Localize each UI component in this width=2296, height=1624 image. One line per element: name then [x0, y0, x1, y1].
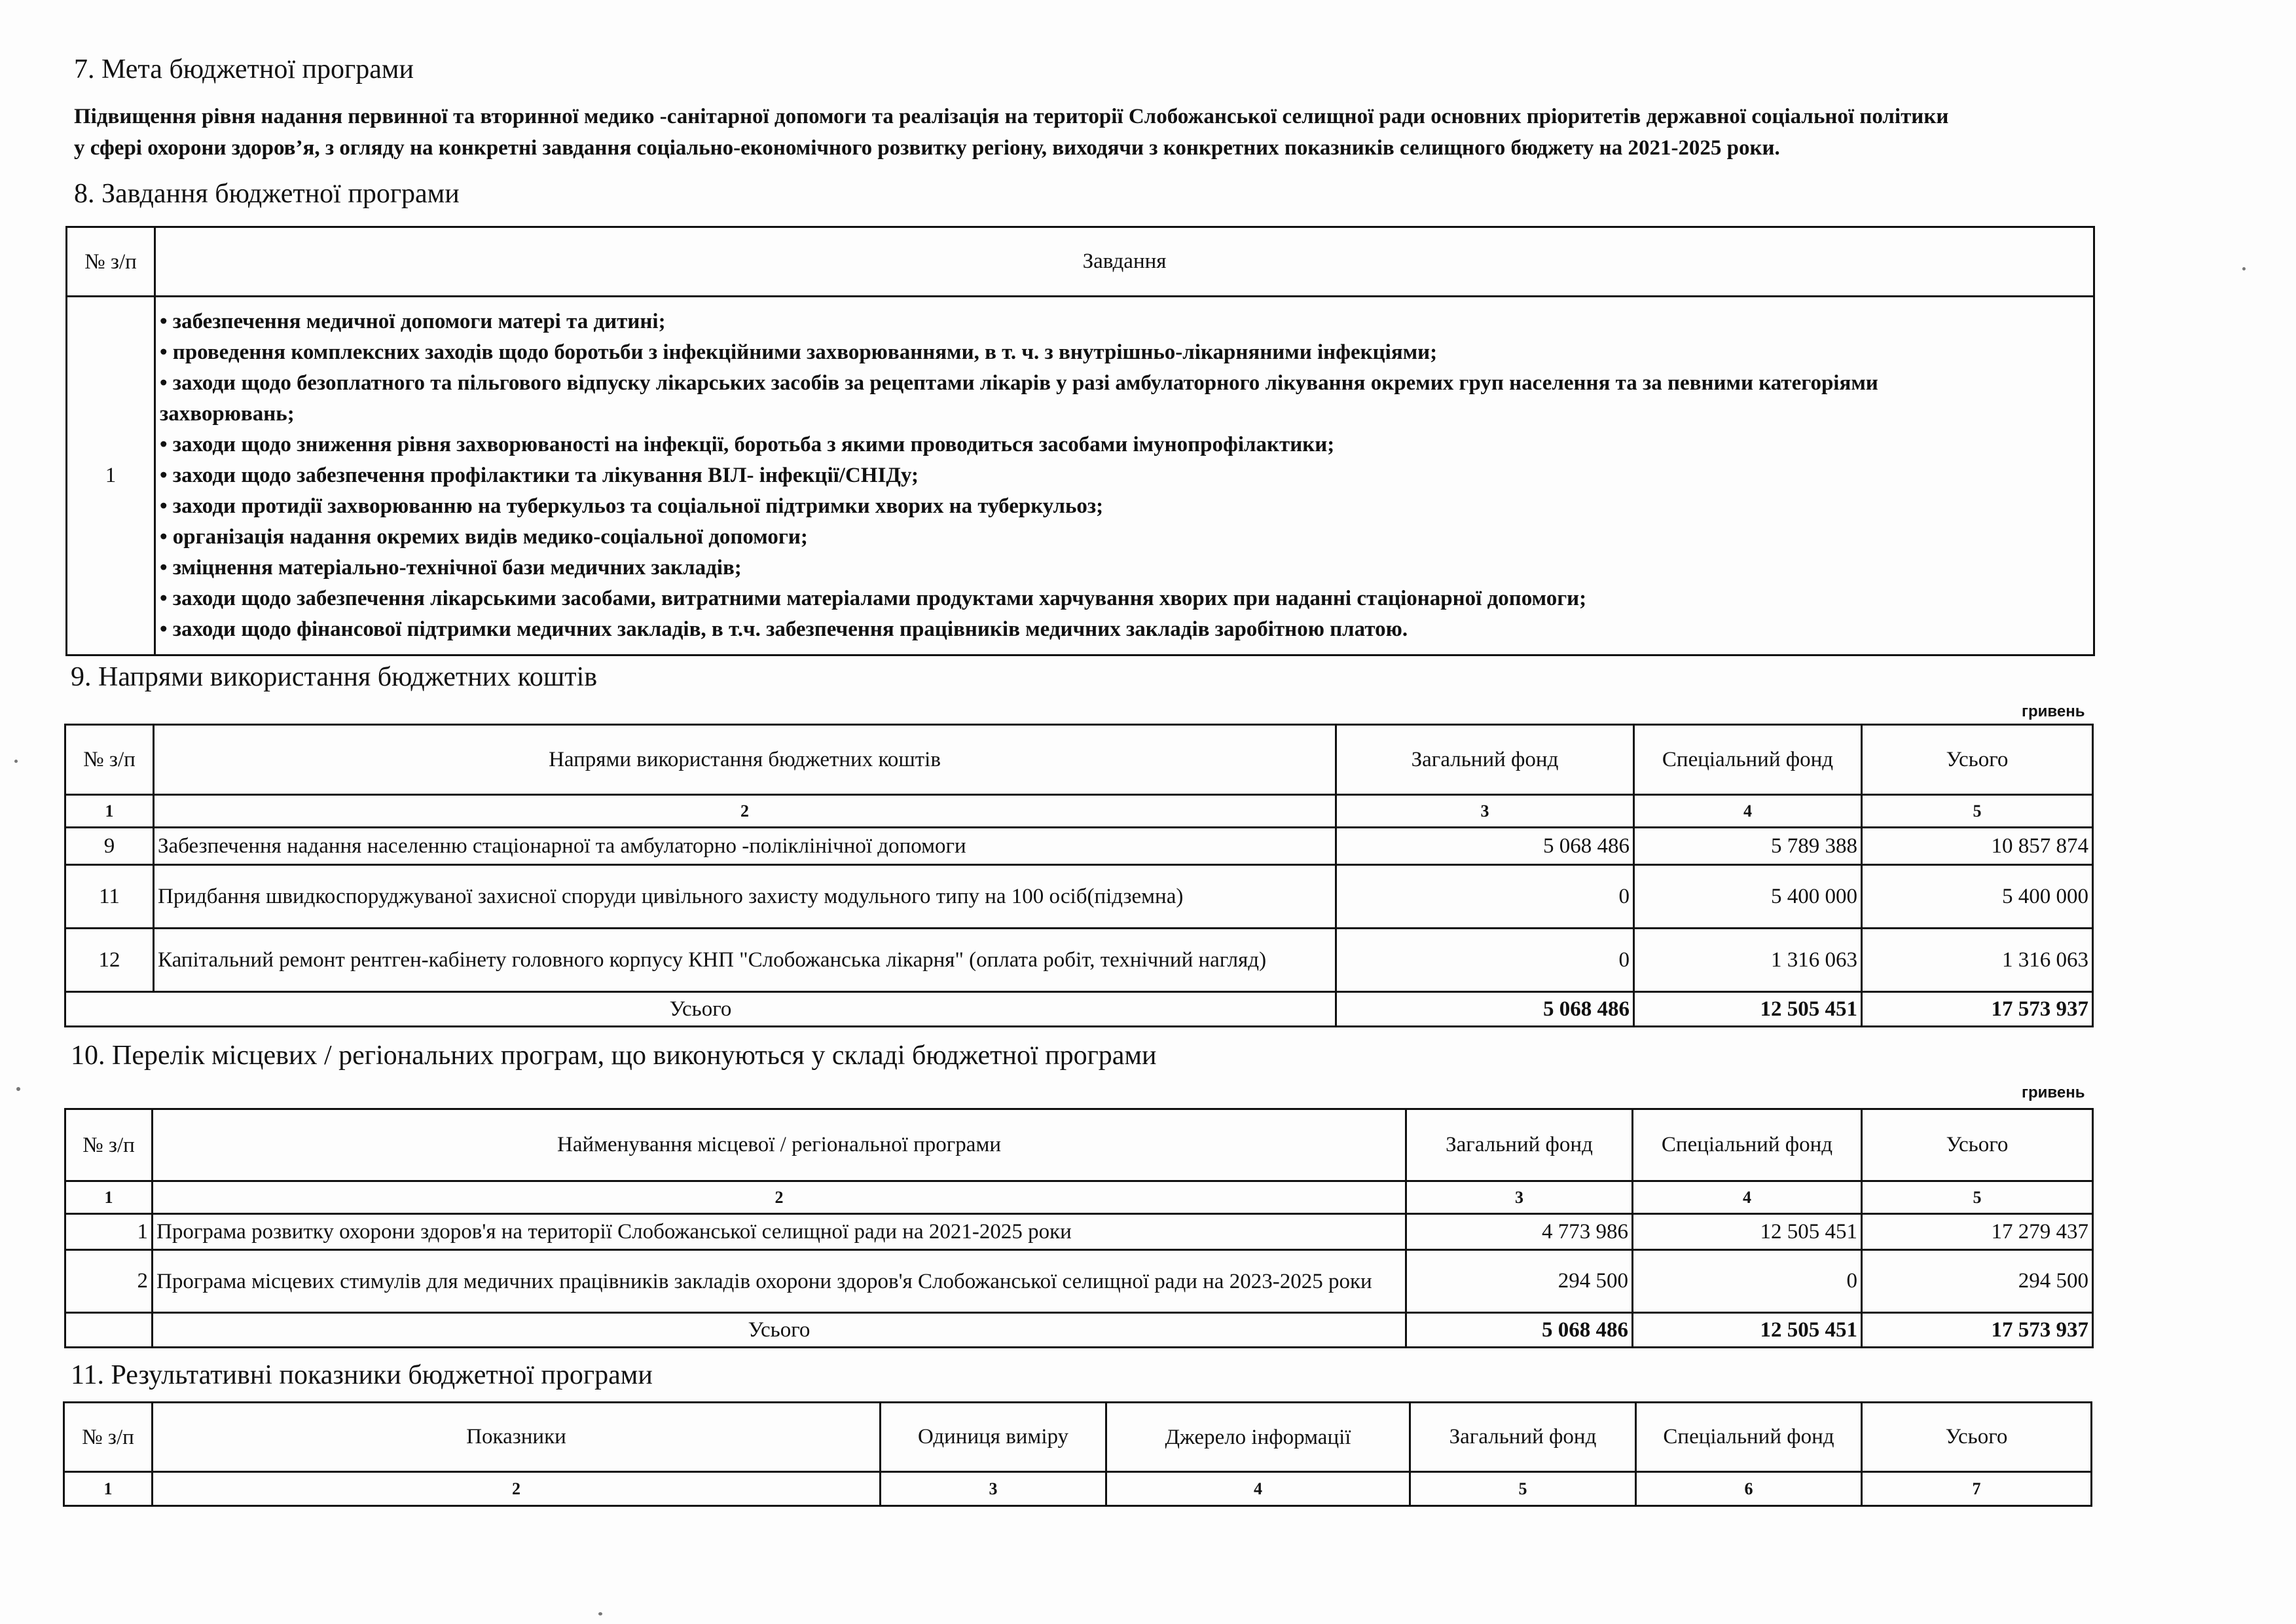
table-row — [65, 1250, 2093, 1313]
task-item: • організація надання окремих видів медико-соціальної допомоги; — [160, 525, 808, 549]
task-item: • заходи щодо зниження рівня захворюваності на інфекції, боротьба з якими проводиться засобами імунопрофілактики; — [160, 433, 1335, 456]
row-no: 12 — [65, 929, 154, 992]
task-item: • зміцнення матеріально-технічної бази медичних закладів; — [160, 556, 742, 580]
programs-colnum: 5 — [1862, 1181, 2093, 1214]
row-total: 10 857 874 — [1862, 828, 2093, 865]
row-special: 1 316 063 — [1634, 929, 1862, 992]
programs-header-general: Загальний фонд — [1406, 1109, 1633, 1181]
section-10-unit: гривень — [2022, 1084, 2085, 1101]
row-no: 2 — [65, 1250, 153, 1313]
table-row — [65, 929, 2093, 992]
indicators-colnum: 1 — [64, 1472, 153, 1506]
task-item: • забезпечення медичної допомоги матері та дитині; — [160, 310, 666, 333]
section-8-title: 8. Завдання бюджетної програми — [74, 179, 460, 209]
programs-table — [64, 1108, 2094, 1348]
row-total: 294 500 — [1862, 1250, 2093, 1313]
section-11-title: 11. Результативні показники бюджетної програми — [71, 1360, 653, 1390]
indicators-colnum: 3 — [881, 1472, 1106, 1506]
programs-colnum: 4 — [1633, 1181, 1862, 1214]
indicators-header-unit: Одиниця виміру — [881, 1403, 1106, 1472]
programs-colnum: 3 — [1406, 1181, 1633, 1214]
row-total: 1 316 063 — [1862, 929, 2093, 992]
indicators-colnum: 4 — [1106, 1472, 1410, 1506]
total-special: 12 505 451 — [1634, 992, 1862, 1027]
indicators-colnum: 7 — [1862, 1472, 2092, 1506]
directions-header-general: Загальний фонд — [1336, 725, 1634, 795]
row-general: 0 — [1336, 865, 1634, 929]
indicators-header-no: № з/п — [64, 1403, 153, 1472]
task-item: • заходи щодо забезпечення лікарськими засобами, витратними матеріалами продуктами харчування хворих при наданні стаціонарної допомоги; — [160, 587, 1587, 610]
programs-header-name: Найменування місцевої / регіональної програми — [153, 1109, 1406, 1181]
row-no: 1 — [65, 1214, 153, 1250]
directions-table — [64, 724, 2094, 1027]
row-name: Програма розвитку охорони здоров'я на території Слобожанської селищної ради на 2021-2025 роки — [153, 1214, 1406, 1250]
directions-header-special: Спеціальний фонд — [1634, 725, 1862, 795]
tasks-table — [65, 226, 2095, 656]
indicators-colnum: 6 — [1636, 1472, 1862, 1506]
row-name: Забезпечення надання населенню стаціонарної та амбулаторно -поліклінічної допомоги — [154, 828, 1336, 865]
table-total-row — [65, 992, 2093, 1027]
row-special: 12 505 451 — [1633, 1214, 1862, 1250]
tasks-list — [155, 297, 2094, 655]
table-row — [65, 828, 2093, 865]
section-7-title: 7. Мета бюджетної програми — [74, 54, 414, 84]
row-general: 0 — [1336, 929, 1634, 992]
row-no: 9 — [65, 828, 154, 865]
indicators-header-general: Загальний фонд — [1410, 1403, 1636, 1472]
table-row — [65, 865, 2093, 929]
tasks-header-no: № з/п — [67, 227, 155, 297]
indicators-table — [63, 1401, 2092, 1507]
directions-colnum: 4 — [1634, 795, 1862, 828]
programs-header-special: Спеціальний фонд — [1633, 1109, 1862, 1181]
tasks-row-no: 1 — [67, 297, 155, 655]
directions-header-no: № з/п — [65, 725, 154, 795]
section-10-title: 10. Перелік місцевих / регіональних програм, що виконуються у складі бюджетної програми — [71, 1041, 1157, 1071]
task-item: • заходи протидії захворюванню на туберкульоз та соціальної підтримки хворих на туберкульоз; — [160, 494, 1104, 518]
row-name: Придбання швидкоспоруджуваної захисної споруди цивільного захисту модульного типу на 100 осіб(підземна) — [154, 865, 1336, 929]
tasks-header-task: Завдання — [155, 227, 2094, 297]
scan-speck — [2242, 267, 2246, 270]
row-no: 11 — [65, 865, 154, 929]
indicators-colnum: 5 — [1410, 1472, 1636, 1506]
row-total: 17 279 437 — [1862, 1214, 2093, 1250]
directions-colnum: 5 — [1862, 795, 2093, 828]
table-row — [65, 1214, 2093, 1250]
section-9-title: 9. Напрями використання бюджетних коштів — [71, 662, 598, 692]
indicators-header-name: Показники — [153, 1403, 881, 1472]
programs-colnum: 1 — [65, 1181, 153, 1214]
total-empty — [65, 1313, 153, 1348]
total-total: 17 573 937 — [1862, 1313, 2093, 1348]
total-label: Усього — [153, 1313, 1406, 1348]
table-total-row — [65, 1313, 2093, 1348]
section-7-text-line-2: у сфері охорони здоров’я, з огляду на конкретні завдання соціально-економічного розвитку регіону, виходячи з конкретних показників селищного бюджету на 2021-2025 роки. — [74, 136, 1780, 160]
row-name: Програма місцевих стимулів для медичних працівників закладів охорони здоров'я Слобожанської селищної ради на 2023-2025 роки — [153, 1250, 1406, 1313]
section-7-text-line-1: Підвищення рівня надання первинної та вторинної медико -санітарної допомоги та реалізація на території Слобожанської селищної ради основних пріоритетів державної соціальної політики — [74, 105, 1949, 128]
total-general: 5 068 486 — [1406, 1313, 1633, 1348]
scan-speck — [598, 1612, 602, 1615]
section-9-unit: гривень — [2022, 703, 2085, 720]
scan-speck — [16, 1087, 20, 1091]
total-total: 17 573 937 — [1862, 992, 2093, 1027]
indicators-header-source: Джерело інформації — [1106, 1403, 1410, 1472]
task-item: • проведення комплексних заходів щодо боротьби з інфекційними захворюваннями, в т. ч. з внутрішньо-лікарняними інфекціями; — [160, 341, 1438, 364]
row-general: 5 068 486 — [1336, 828, 1634, 865]
indicators-header-special: Спеціальний фонд — [1636, 1403, 1862, 1472]
total-label: Усього — [65, 992, 1336, 1027]
task-item: • заходи щодо забезпечення профілактики та лікування ВІЛ- інфекції/СНІДу; — [160, 464, 919, 487]
row-total: 5 400 000 — [1862, 865, 2093, 929]
indicators-header-total: Усього — [1862, 1403, 2092, 1472]
row-general: 294 500 — [1406, 1250, 1633, 1313]
row-general: 4 773 986 — [1406, 1214, 1633, 1250]
row-special: 0 — [1633, 1250, 1862, 1313]
directions-header-name: Напрями використання бюджетних коштів — [154, 725, 1336, 795]
directions-colnum: 1 — [65, 795, 154, 828]
row-name: Капітальний ремонт рентген-кабінету головного корпусу КНП "Слобожанська лікарня" (оплата робіт, технічний нагляд) — [154, 929, 1336, 992]
task-item: захворювань; — [160, 402, 295, 426]
total-general: 5 068 486 — [1336, 992, 1634, 1027]
directions-colnum: 2 — [154, 795, 1336, 828]
scan-speck — [14, 760, 18, 763]
directions-header-total: Усього — [1862, 725, 2093, 795]
indicators-colnum: 2 — [153, 1472, 881, 1506]
programs-header-total: Усього — [1862, 1109, 2093, 1181]
task-item: • заходи щодо фінансової підтримки медичних закладів, в т.ч. забезпечення працівників медичних закладів заробітною платою. — [160, 618, 1408, 641]
task-item: • заходи щодо безоплатного та пільгового відпуску лікарських засобів за рецептами лікарів у разі амбулаторного лікування окремих груп населення та за певними категоріями — [160, 371, 1878, 395]
total-special: 12 505 451 — [1633, 1313, 1862, 1348]
row-special: 5 789 388 — [1634, 828, 1862, 865]
directions-colnum: 3 — [1336, 795, 1634, 828]
programs-header-no: № з/п — [65, 1109, 153, 1181]
programs-colnum: 2 — [153, 1181, 1406, 1214]
row-special: 5 400 000 — [1634, 865, 1862, 929]
